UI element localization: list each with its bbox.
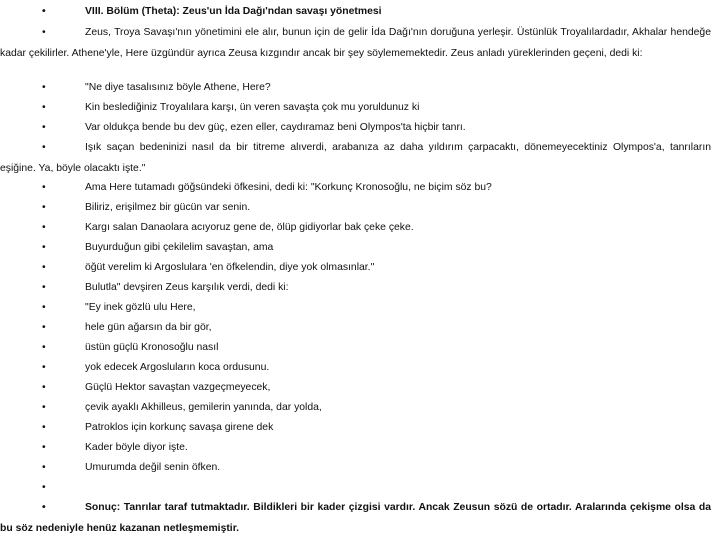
list-item-text: Kader böyle diyor işte. xyxy=(85,442,188,453)
list-item-text: üstün güçlü Kronosoğlu nasıl xyxy=(85,342,219,353)
list-item-text: Işık saçan bedeninizi nasıl da bir titreme alıverdi, arabanıza az daha yıldırım çarpacaktı, dönemeyecektiniz Olympos'a, tanrıların eşiğine. Ya, böyle olacaktı işte." xyxy=(0,142,711,174)
list-item-text: çevik ayaklı Akhilleus, gemilerin yanında, dar yolda, xyxy=(85,402,322,413)
list-item-text: "Ey inek gözlü ulu Here, xyxy=(85,302,196,313)
list-item-text: Biliriz, erişilmez bir gücün var senin. xyxy=(85,202,251,213)
list-item-text: Buyurduğun gibi çekilelim savaştan, ama xyxy=(85,242,274,253)
list-item-text: hele gün ağarsın da bir gör, xyxy=(85,322,212,333)
section-title-text: VIII. Bölüm (Theta): Zeus'un İda Dağı'ndan savaşı yönetmesi xyxy=(85,6,382,17)
list-item-wrapped: • Işık saçan bedeninizi nasıl da bir titreme alıverdi, arabanıza az daha yıldırım çarpacaktı, dönemeyecektiniz Olympos'a, tanrıların eşiğine. Ya, böyle olacaktı işte." xyxy=(0,142,711,174)
bullet: • xyxy=(42,6,46,17)
list-item-text: Umurumda değil senin öfken. xyxy=(85,462,221,473)
intro-paragraph xyxy=(0,23,711,64)
list-item-text: Bulutla" devşiren Zeus karşılık verdi, dedi ki: xyxy=(85,282,289,293)
list-item-text: yok edecek Argosluların koca ordusunu. xyxy=(85,362,270,373)
document-page: • VIII. Bölüm (Theta): Zeus'un İda Dağı'ndan savaşı yönetmesi • Zeus, Troya Savaşı'nın yönetimini ele alır, bunun için de gelir İda Dağı'nın doruğuna yerleşir. Üstünlük Troyalılardadır, Akhalar hendeğe kadar çekilirler. Athene'yle, Here üzgündür ayrıca Zeusa kızgındır ancak bir şey söylememektedir. Zeus anladı yüreklerinden geçeni, dedi ki: • "Ne diye tasalısınız böyle Athene, Here? • Kin beslediğiniz Troyalılara karşı, ün veren savaşta çok mu yoruldunuz ki • Var oldukça bende bu dev güç, ezen eller, caydıramaz beni Olympos'ta hiçbir tanrı. • Işık saçan bedeninizi nasıl da bir titreme alıverdi, arabanıza az daha yıldırım çarpacaktı, dönemeyecektiniz Olympos'a, tanrıların eşiğine. Ya, böyle olacaktı işte." • Ama Here tutamadı göğsündeki öfkesini, dedi ki: "Korkunç Kronosoğlu, ne biçim söz bu? • Biliriz, erişilmez bir gücün var senin. • Kargı salan Danaolara acıyoruz gene de, ölüp gidiyorlar bak çeke çeke. • Buyurduğun gibi çekilelim savaştan, ama • öğüt verelim ki Argoslulara 'en öfkelendin, diye yok olmasınlar." • Bulutla" devşiren Zeus karşılık verdi, dedi ki: • "Ey inek gözlü ulu Here, • hele gün ağarsın da bir gör, • üstün güçlü Kronosoğlu nasıl • yok edecek Argosluların koca ordusunu. • Güçlü Hektor savaştan vazgeçmeyecek, • çevik ayaklı Akhilleus, gemilerin yanında, dar yolda, • Patroklos için korkunç savaşa girene dek • Kader böyle diyor işte. • Umurumda değil senin öfken. • • Sonuç: Tanrılar taraf tutmaktadır. Bildikleri bir kader çizgisi vardır. Ancak Zeusun sözü de ortadır. Aralarında çekişme olsa da bu söz nedeniyle henüz kazanan netleşmemiştir. xyxy=(0,0,720,540)
list-item-text: Kargı salan Danaolara acıyoruz gene de, ölüp gidiyorlar bak çeke çeke. xyxy=(85,222,414,233)
list-item-text: "Ne diye tasalısınız böyle Athene, Here? xyxy=(85,82,271,93)
conclusion-paragraph: • Sonuç: Tanrılar taraf tutmaktadır. Bildikleri bir kader çizgisi vardır. Ancak Zeusun sözü de ortadır. Aralarında çekişme olsa da bu söz nedeniyle henüz kazanan netleşmemiştir. xyxy=(0,502,711,534)
list-item-text: Var oldukça bende bu dev güç, ezen eller, caydıramaz beni Olympos'ta hiçbir tanrı. xyxy=(85,122,466,133)
list-item-text: Patroklos için korkunç savaşa girene dek xyxy=(85,422,274,433)
list-item-text: Kin beslediğiniz Troyalılara karşı, ün veren savaşta çok mu yoruldunuz ki xyxy=(85,102,420,113)
list-item-text: Ama Here tutamadı göğsündeki öfkesini, dedi ki: "Korkunç Kronosoğlu, ne biçim söz bu? xyxy=(85,182,492,193)
list-item-text: Güçlü Hektor savaştan vazgeçmeyecek, xyxy=(85,382,271,393)
conclusion-text: Sonuç: Tanrılar taraf tutmaktadır. Bildikleri bir kader çizgisi vardır. Ancak Zeusun sözü de ortadır. Aralarında çekişme olsa da bu söz nedeniyle henüz kazanan netleşmemiştir. xyxy=(0,502,711,534)
list-item-text: öğüt verelim ki Argoslulara 'en öfkelendin, diye yok olmasınlar." xyxy=(85,262,375,273)
intro-paragraph-text: Zeus, Troya Savaşı'nın yönetimini ele alır, bunun için de gelir İda Dağı'nın doruğuna yerleşir. Üstünlük Troyalılardadır, Akhalar hendeğe kadar çekilirler. Athene'yle, Here üzgündür ayrıca Zeusa kızgındır ancak bir şey söylememektedir. Zeus anladı yüreklerinden geçeni, dedi ki: xyxy=(0,27,711,59)
bullet: • xyxy=(42,27,46,38)
